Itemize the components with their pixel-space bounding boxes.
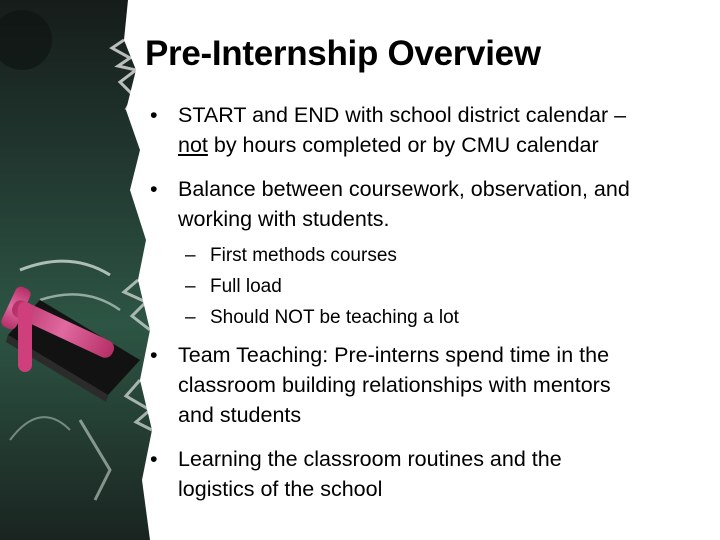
bullet-3-line-1: Team Teaching: Pre-interns spend time in the: [178, 343, 610, 367]
bullet-3-line-2: classroom building relationships with mentors: [178, 373, 611, 397]
bullet-1-line-2: [178, 130, 698, 160]
sub-dash: –: [185, 276, 196, 297]
bullet-4-line-1: Learning the classroom routines and the: [178, 447, 562, 471]
bullet-glyph: •: [150, 343, 158, 367]
slide-title: Pre-Internship Overview: [145, 34, 541, 73]
bullet-glyph: •: [150, 177, 158, 201]
subitem-2: [185, 271, 282, 302]
bullet-2-line-2: working with students.: [178, 207, 390, 231]
subitem-2-text: Full load: [210, 276, 282, 297]
bullet-glyph: •: [150, 447, 158, 471]
underlined-word: not: [178, 133, 208, 157]
bullet-3-line-3: and students: [178, 403, 302, 427]
bullet-1-line-2-rest: by hours completed or by CMU calendar: [207, 133, 599, 157]
subitem-3-text: Should NOT be teaching a lot: [210, 307, 459, 328]
bullet-4: [150, 444, 698, 504]
bullet-1: [150, 100, 698, 160]
bullet-2-line-1: Balance between coursework, observation, and: [178, 177, 630, 201]
subitem-3: [185, 302, 459, 333]
subitem-1-text: First methods courses: [210, 245, 397, 266]
subitem-1: [185, 240, 397, 271]
bullet-4-line-2: logistics of the school: [178, 477, 383, 501]
bullet-2: [150, 174, 698, 234]
sub-dash: –: [185, 307, 196, 328]
bullet-1-line-1: START and END with school district calendar –: [178, 103, 627, 127]
sub-dash: –: [185, 245, 196, 266]
bullet-glyph: •: [150, 103, 158, 127]
bullet-3: [150, 340, 698, 430]
